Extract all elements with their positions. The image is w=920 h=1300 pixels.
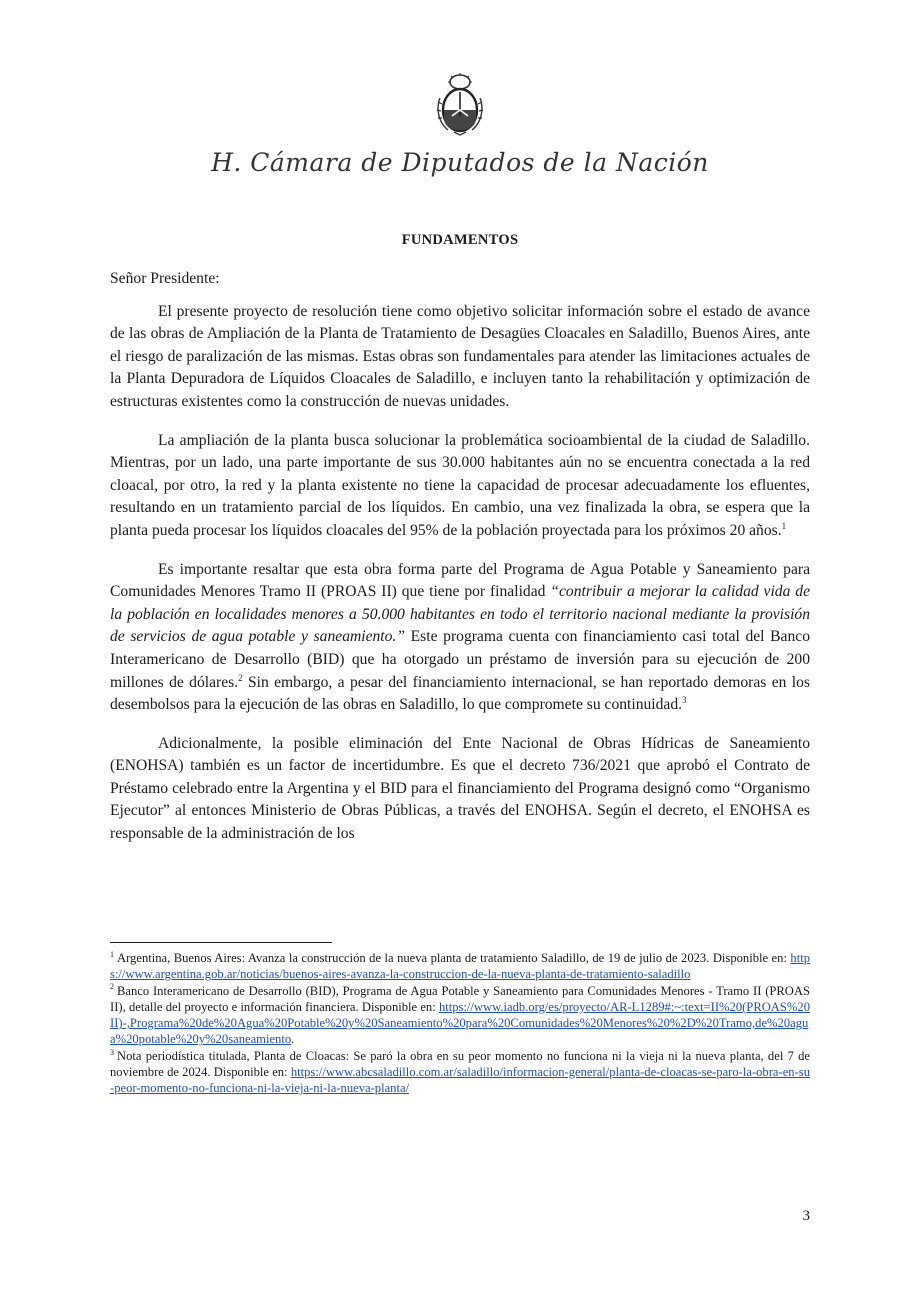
footnote-1	[110, 950, 810, 983]
page-number: 3	[802, 1208, 810, 1224]
paragraph-3-text-a: Es importante resaltar que esta obra forma parte del Programa de Agua Potable y Saneamiento para Comunidades Menores Tramo II (PROAS II) que tiene por finalidad	[110, 560, 810, 601]
footnote-suffix: .	[291, 1032, 295, 1047]
paragraph-1: El presente proyecto de resolución tiene como objetivo solicitar información sobre el estado de avance de las obras de Ampliación de la Planta de Tratamiento de Desagües Cloacales en Saladillo, Buenos Aires, ante el riesgo de paralización de las mismas. Estas obras son fundamentales para atender las limitaciones actuales de la Planta Depuradora de Líquidos Cloacales de Saladillo, e incluyen tanto la rehabilitación y optimización de estructuras existentes como la construcción de nuevas unidades.	[110, 302, 810, 410]
document-body	[110, 268, 810, 862]
paragraph-4: Adicionalmente, la posible eliminación del Ente Nacional de Obras Hídricas de Saneamiento (ENOHSA) también es un factor de incertidumbre. Es que el decreto 736/2021 que aprobó el Contrato de Préstamo celebrado entre la Argentina y el BID para el financiamiento del Programa designó como “Organismo Ejecutor” al entonces Ministerio de Obras Públicas, a través del ENOHSA. Según el decreto, el ENOHSA es responsable de la administración de los	[110, 734, 810, 843]
footnote-text: Argentina, Buenos Aires: Avanza la construcción de la nueva planta de tratamiento Saladillo, de 19 de julio de 2023. Disponible en:	[117, 951, 791, 965]
section-title: FUNDAMENTOS	[401, 232, 519, 248]
footnote-ref-2[interactable]: 2	[238, 672, 243, 683]
footnote-link[interactable]: https://www.argentina.gob.ar/noticias/buenos-aires-avanza-la-construccion-de-la-nueva-planta-de-tratamiento-saladillo	[110, 951, 810, 982]
footnote-number: 3	[110, 1047, 114, 1057]
program-goal-quote: “contribuir a mejorar la calidad vida de la población en localidades menores a 50.000 habitantes en todo el territorio nacional mediante la provisión de servicios de agua potable y saneamiento.”	[110, 583, 810, 646]
footnote-number: 2	[110, 982, 114, 992]
paragraph-3	[110, 559, 810, 717]
footnote-number: 1	[110, 949, 114, 959]
chamber-letterhead: H. Cámara de Diputados de la Nación	[211, 148, 709, 177]
footnote-separator	[110, 942, 332, 943]
footnote-2	[110, 983, 810, 1048]
paragraph-3-text-b: Este programa cuenta con financiamiento casi total del Banco Interamericano de Desarrollo (BID) que ha otorgado un préstamo de inversión para su ejecución de 200 millones de dólares.	[110, 628, 810, 691]
footnote-text: Nota periodística titulada, Planta de Cloacas: Se paró la obra en su peor momento no funciona ni la vieja ni la nueva planta, del 7 de noviembre de 2024. Disponible en:	[110, 1048, 810, 1080]
paragraph-2	[110, 430, 810, 543]
salutation: Señor Presidente:	[110, 270, 220, 287]
footnote-link[interactable]: https://www.iadb.org/es/proyecto/AR-L1289#:~:text=II%20(PROAS%20II)-,Programa%20de%20Agua%20Potable%20y%20Saneamiento%20para%20Comunidades%20Menores%20%2D%20Tramo,de%20agua%20potable%20y%20saneamiento	[110, 999, 810, 1047]
footnote-3	[110, 1048, 810, 1097]
footnote-ref-3[interactable]: 3	[682, 694, 687, 705]
paragraph-3-text-c: Sin embargo, a pesar del financiamiento internacional, se han reportado demoras en los desembolsos para la ejecución de las obras en Saladillo, lo que compromete su continuidad.	[110, 673, 810, 714]
national-coat-of-arms-icon	[432, 72, 488, 136]
paragraph-2-text: La ampliación de la planta busca solucionar la problemática socioambiental de la ciudad de Saladillo. Mientras, por un lado, una parte importante de sus 30.000 habitantes aún no se encuentra conectada a la red cloacal, por otro, la red y la planta existente no tiene la capacidad de procesar adecuadamente los efluentes, resultando en un tratamiento parcial de los líquidos. En cambio, una vez finalizada la obra, se espera que la planta pueda procesar los líquidos cloacales del 95% de la población proyectada para los próximos 20 años.	[110, 431, 810, 539]
footnote-ref-1[interactable]: 1	[781, 520, 787, 531]
footnote-text: Banco Interamericano de Desarrollo (BID), Programa de Agua Potable y Saneamiento para Comunidades Menores - Tramo II (PROAS II), detalle del proyecto e información financiera. Disponible en:	[110, 983, 810, 1014]
footnote-link[interactable]: https://www.abcsaladillo.com.ar/saladillo/informacion-general/planta-de-cloacas-se-paro-la-obra-en-su-peor-momento-no-funciona-ni-la-vieja-ni-la-nueva-planta/	[110, 1065, 810, 1096]
footnotes	[110, 950, 810, 1097]
